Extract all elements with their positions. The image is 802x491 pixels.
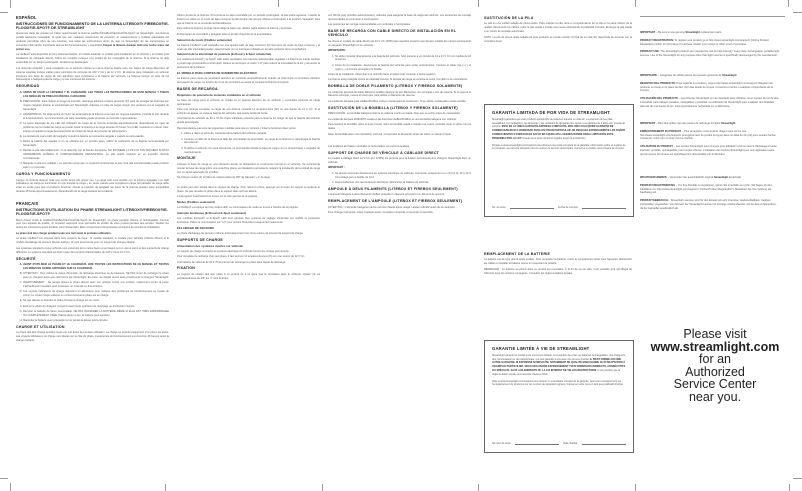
warranty-text-es: Streamlight garantiza que este producto estará libre de defectos durante su vida útil, a excepción de las pilas recargables, los cargadores, las lámparas y las unidades de lámparas que tienen una garantía de 2 años con prueba de compra. ESTA ES LA ÚNICA GARANTÍA EXPRESA O IMPLÍCITA, INCLUIDA CUALQUIER GARANTÍA DE COMERCIABILIDAD O IDONEIDAD PARA UN FIN EN PARTICULAR. SE RECHAZA EXPRESAMENTE LOS DAÑOS CONSECUENTES O ESPECIALES SALVO EN AQUELLOS LUGARES DONDE DICHA LIMITACIÓN ESTÉ PROHIBIDA POR LA LEY. Puede tener otros derechos legales según la jurisdicción.: [492, 117, 626, 140]
para-es-3: Los sistemas estándar y para instalación en el vehículo utilizan la misma linterna básica pero con bases de carga diferentes. El sistema estándar incluye cables para suministro de corriente de 120 V CA y de 12 V CC. El sistema para instalación en vehículo incorpora una base de carga de tres alambres para conectarse a la batería del vehículo. La linterna incluye un tubo de luz fluorescente o halógena para la carga y el uso continuos del sistema.: [16, 66, 169, 82]
list-item: 1. No debe conectar directamente a la batería del vehículo. Sólo conecte a un circuito de 12 a 14 V CC con fusible de 10 amperios.: [335, 55, 471, 63]
list-item: D. La cama alternada de los LED del indicador de carga de la linterna encienda alternativamente dependiendo en caso de problema con la unidad de carga se puede retirar la linterna a la carga durante 24 horas. Si el LED mantiene un mismo color, intente completar la carga desconectando la unidad de carga de la fuente de alimentación.: [23, 122, 169, 134]
column-4-fr: [484, 250, 632, 277]
subheading-vehicle: Requisitos de potencia de sistemas instalados en el vehículo: [177, 92, 262, 97]
warranty-box-es: [484, 104, 634, 217]
para-fr-3: Les systèmes standard et pour véhicule sont construits de la même façon et se basent sur un même corps et des supports de charge différents. Le système standard est fourni avec des cordons d'alimentation de 120 V CA et 12 V CC.: [16, 246, 169, 254]
para: Las posiciones de montaje recomendadas son verticales u horizontales.: [328, 23, 411, 27]
para: Recomendamos que tome las siguientes medidas para que su vehículo y linterna funcionen bien juntos:: [177, 126, 297, 130]
safety-list-fr: [16, 263, 169, 323]
para: La unidad de lámpara FIRE BOX usada en las linternas LiteBox/FireBox es una bombilla halógena con reflector.: [328, 117, 457, 121]
para: Nota: la bombilla tiene una orientación correcta. Compruebe la alineación antes de volver a colocar el lente.: [328, 132, 452, 136]
heading-replace-bulb: SUSTITUCIÓN DE LA BOMBILLA (LITEBOX Y FIREBOX SOLAMENTE): [328, 105, 458, 110]
heading-vehicle-wired: BASE DE RECARGA CON CABLE DIRECTO DE INSTALACIÓN EN EL VEHÍCULO: [328, 29, 457, 38]
warranty-box-fr: [484, 340, 634, 453]
heading-vehicle-wired-fr: SUPPORT DE CHARGE DE VÉHICULE À CÂBLAGE DIRECT: [328, 150, 440, 155]
subheading-secours-fr: ÉCLAIRAGE DE SECOURS: [177, 225, 214, 230]
crop-mark: [793, 478, 802, 479]
para: Los modelos E-Flood® y E-Spot® LED están equipados con potencia seleccionable regulada. La linterna se puede cambiar a modo bajo presionando el interruptor. Mueva el interruptor al modo "LO" para reducir la intensidad de la luz y aumentar la autonomía de la batería.: [177, 58, 320, 70]
list-item: 2. Avant d'effectuer tout raccordement électrique, débrancher la batterie du véhicule.: [335, 181, 471, 185]
heading-montaje: MONTAJE: [177, 156, 196, 161]
para: L'interrupteur marche/arrêt se trouve sur le côté gauche de la poignée.: [177, 195, 258, 199]
list-item: F. Retire la batería del aparato si no se utilizará por un periodo largo. Utilice la sustitución de la batería recomendada por Streamlight.: [23, 140, 169, 148]
para: PRECAUCIÓN: La bombilla halógena interna se calienta mucho al usarla. Deje que se enfríe antes de manipularla.: [328, 112, 461, 116]
para: Pour compléter la recharge d'un seul phare, il faut environ 14 ampères-heures (Ah) sur une source de 12 V CC.: [177, 255, 306, 259]
list-item: B. PRECAUCIÓN: Para reducir el riesgo de incendio, descarga eléctrica o lesión personal, NO trate de recargar las linternas con ningún cargador distinto al suministrado por Streamlight. Además, no trate de cargar ningún otro producto con el cargador de Streamlight.: [23, 100, 169, 112]
para: La pila es una unidad sellada de plomo-ácido. Para sustituir la pila, abra el compartimiento de la pila en la parte inferior de la unidad, desconecte los cables, retire la pila usada e instale una nueva observando la polaridad correcta. Entregue la pila usada a un centro de reciclaje autorizado.: [484, 22, 632, 34]
registration-es: REGISTRO DEL PRODUCTO: Para registrar su producto, vaya a http://www.streamlight.com/support/ (Registro del producto en línea) en el plazo de diez (10) días desde la compra. Conserve el recibo o cualquier comprobante de la compra.: [640, 81, 773, 93]
visit-line: for an: [699, 352, 731, 366]
heading-supports: SUPPORTS DE CHARGE: [177, 237, 223, 242]
important-en: IMPORTANT – Be sure to use genuine Streamlight replacement parts.: [640, 31, 723, 34]
para: Coloque la base de carga en una ubicación donde no obstaculice el movimiento normal en el vehículo. Se recomienda montar la base de carga sobre una superficie plana. La instalación permanente requiere la instalación de la unidad de carga con un ajuste adecuado de tornillos.: [177, 162, 320, 174]
para: Una batería de vehículo de 60 a 70 Ah ofrece suficiente potencia para la linterna sin riesgo de que la batería del vehículo quede descargada.: [177, 117, 320, 125]
warranty-support-fr: Allez à www.streamlight.com/support pour obtenir un exemplaire complet de la garantie, pour tout renseignement sur l'enregistrement du produit et sur les centres de réparation agréés. Conserver votre reçu en tant que justificatif d'achat.: [492, 379, 624, 387]
list-item: 2. Antes de la instalación, desconecte la batería del vehículo para evitar cortocircuitos. Conecte el cable rojo (+) y el negro (−) al circuito protegido por fusible.: [335, 64, 471, 72]
para: Para utilizar la linterna, empuje hacia abajo la base roja, deslice hacia delante la linterna y levántela.: [177, 27, 293, 31]
visit-service-center: [640, 328, 790, 403]
list-item: E. Ne pas allumer et éteindre le phare lorsque la charge est en cours.: [23, 299, 169, 303]
para: L'ampoule halogène à deux filaments LiteBox possède un filament principal et un filament de secours.: [328, 193, 445, 197]
subheading-power-failure: EL MODELO PARA CORTES DE SUMINISTRO ELÉCTRICO: [177, 71, 257, 76]
heading-bases: BASES DE RECARGA: [177, 86, 218, 91]
registration-fr: ENREGISTREMENT DU PRODUIT – Pour enregistrer votre produit, dirigez-vous vers le site http://www.streamlight.com/support/ (enregistrement du produit en ligne) dans un délai de dix (10) jours suivant l'achat. Conservez votre reçu ou toute preuve d'achat.: [640, 129, 777, 141]
date-label: Date d'achat:: [563, 442, 578, 446]
label-important: IMPORTANTE:: [328, 49, 346, 53]
list-item: C. AVERTISSEMENT : Ne jamais laisser le phare allumé avec son optique contre une surface, notamment contre la peau. L'échauffement résultant peut provoquer un incendie ou des brûlures.: [23, 281, 169, 289]
subheading-mode: Selección de modo (FireBox solamente): [177, 37, 232, 42]
intro-fr-bold: Le phare doit être chargé pendant toute une nuit avant la première utilisation.: [16, 231, 112, 235]
list-item: H. Manipuler la batterie avec précaution et ne jamais la laisser court-circuiter.: [23, 319, 169, 323]
column-1: [16, 14, 169, 345]
para: La unidad de lámpara de doble filamento LiteBox dispone de dos filamentos: uno principal y otro de reserva. Si se quema el filamento principal, mueva el interruptor para utilizar el filamento de reserva.: [328, 90, 471, 98]
subheading-modes-fr: Modes (FireBox seulement): [177, 200, 215, 205]
title-fr: INSTRUCTIONS D'UTILISATION DU PHARE STREAMLIGHT LITEBOX®/FIREBOX®/E-FLOOD®/E-SPOT®: [16, 208, 168, 217]
list-item: E. La carcasa de cuero LED del cargador cuando la batería se encuentra cargada o cuando se está usando.: [23, 135, 169, 139]
list-item: A. AVANT D'UTILISER LE PHARE ET LE CHARGEUR, LIRE TOUTES LES INSTRUCTIONS DE CE MANUEL ET TOUTES LES MISES EN GARDE APPOSÉES SUR LE CHARGEUR.: [23, 263, 169, 271]
important-de: WICHTIGER HINWEIS – Verwenden Sie ausschließlich original Streamlight Ersatzteile.: [640, 176, 742, 179]
para: REMARQUE : La batterie au plomb dans ce produit est recyclable. À la fin de sa vie utile, il est possible qu'il soit illégal de l'éliminer avec les ordures ménagères. Consulter les réglementations locales.: [484, 267, 632, 275]
product-use-fr: UTILISATION DU PRODUIT – Les torches Streamlight sont conçues pour utilisation comme source d'éclairage à haute intensité, portable, rechargeable, pour emploi robuste. L'utilisation des torches Streamlight pour une application autre qu'une source de lumière est spécifiquement déconseillée par le fabricant.: [640, 145, 777, 156]
para: Para una recarga completa, la carga de una linterna necesita 14 amperios-hora (Ah) en una fuente de 12 V CC. Si el vehículo se apaga, se carga la batería del vehículo, que puede tardar 24 horas.: [177, 108, 320, 115]
subheading-intensity: Selección de la intensidad de potencia (E-Flood y E-Spot solamente): [177, 52, 272, 57]
heading-carga: CARGA Y FUNCIONAMIENTO: [16, 172, 71, 177]
heading-battery: SUSTITUCIÓN DE LA PILA: [484, 16, 534, 20]
para: Le modèle à câblage direct 12 V CC (réf. 12050) est proposé pour la fixation permanente d'un chargeur Streamlight dans un véhicule.: [328, 156, 471, 164]
para: Pour changer l'ampoule, retirer l'optique avant, remplacer l'ampoule et remonter l'ensemble.: [328, 211, 434, 215]
heading-battery-fr: REMPLACEMENT DE LA BATTERIE: [484, 252, 551, 256]
para: Le support de charge doit être placé à un endroit où il ne gêne pas la circulation dans le véhicule. Quatre (4) vis autotaraudeuses de 3/8" sur 1" sont fournies.: [177, 272, 320, 280]
para-es-2: La LiteBox® está disponible en tres sistemas básicos: el modelo estándar, el modelo para instalación en el vehículo y el modelo para instalación de cableado directo. Todos los modelos incluyen una unidad de luz recargable de la linterna. Si la linterna se deja encendida por un tiempo prolongado, la batería se descargará.: [16, 53, 169, 65]
visit-line: near you.: [688, 389, 742, 404]
fold-mark: [165, 484, 166, 491]
para-fr-2: Le phare LiteBox® est proposé dans trois versions de base : le modèle standard, le modèle pour véhicule (Vehicle Mount) et le modèle d'éclairage de secours (Power Failure). Ils sont tous fournis avec un support de charge pratique.: [16, 237, 169, 245]
date-field[interactable]: [582, 442, 626, 445]
fold-mark: [322, 484, 323, 491]
list-item: 1. Utilice a diario el vehículo, manteniendo la batería del vehículo cargada.: [184, 132, 320, 136]
vehicle-list: [177, 132, 320, 154]
list-item: A. ANTES DE USAR LA LINTERNA Y EL CARGADOR, LEA TODAS LAS INSTRUCCIONES DE ESTE MANUAL Y TODAS LAS SEÑALES DE PRECAUCIÓN DEL CARGADOR.: [23, 91, 169, 99]
para: Les positions de fixation verticales et horizontales sont recommandées.: [328, 144, 410, 148]
list-item: B. ATTENTION : Pour réduire le risque d'incendie, de décharge électrique ou de blessure, NE PAS tenter de recharger le phare avec un chargeur autre que celui fourni par Streamlight. En outre, ne charger aucun autre produit avec le chargeur Streamlight.: [23, 272, 169, 280]
para: Ahorre la pila de la linterna. Si la linterna se deja encendida por un periodo prolongado, la pila podrá agotarse. Cuando la linterna se utilice en el modo de bajo consumo la pila durará más tiempo. Mueva el interruptor a la posición "apagado" para que la linterna no se encienda accidentalmente.: [177, 14, 320, 25]
column-2: [177, 14, 320, 282]
heading-espanol: ESPAÑOL: [16, 15, 37, 20]
heading-seguridad: SEGURIDAD: [16, 84, 40, 89]
list-item: F. Enlever le phare du chargeur (support) avant toute opération de nettoyage ou d'entretien courant.: [23, 305, 169, 309]
para: Les modèles E-Flood® et E-Spot® LED sont équipés d'un système de réglage d'intensité qui modifie la puissance lumineuse. Placer le commutateur sur "LO" pour réduire l'intensité et augmenter l'autonomie.: [177, 217, 320, 224]
para: Une batterie de véhicule de 60 à 70 Ah permet de recharger le phare sans risque de décharge.: [177, 260, 286, 264]
fold-mark: [165, 0, 166, 7]
registration-en: PRODUCT REGISTRATION: To register your product go to http://www.streamlight.com/support/ (Online Product Registration) within ten (10) days of purchase. Retain your receipt or other proof of purchase.: [640, 38, 769, 46]
fold-mark: [788, 0, 789, 7]
para: La batterie est de type plomb-acide scellée. Pour remplacer la batterie, ouvrir le compartiment situé sous l'appareil, débrancher les câbles et installer la batterie neuve en respectant la polarité.: [484, 258, 632, 266]
notice-de: [640, 176, 780, 215]
fold-mark: [10, 483, 11, 491]
para-charge: Le phare doit être chargé pendant toute une nuit avant la première utilisation. La charge se produit uniquement si le phare est éteint. Les voyants indicateurs de charge sont placés sur le côté du phare. L'autonomie de fonctionnement est d'environ 28 heures selon la charge restante.: [16, 331, 169, 343]
warranty-title-es: GARANTÍA LIMITADA DE POR VIDA DE STREAMLIGHT: [492, 110, 611, 115]
list-item: 3. Si utiliza el vehículo con poca frecuencia, se recomienda instalar la base de carga con un temporizador o cargador de mantenimiento.: [184, 147, 320, 155]
product-use-en: PRODUCT USE: The Streamlight products are intended for use as high intensity, heavy duty, rechargeable, portable light sources. Use of the Streamlight for any purpose other than light sources is specifically discouraged by the manufacturer.: [640, 50, 780, 58]
heading-bulb: BOMBILLA DE DOBLE FILAMENTO (LITEBOX Y FIREBOX SOLAMENTE): [328, 84, 463, 89]
para: La base de carga para el vehículo se instala en el sistema eléctrico de un vehículo y suministra potencia de carga permanente.: [177, 98, 320, 106]
wired-list: [328, 55, 471, 72]
crop-mark: [10, 0, 11, 8]
notice-fr: [640, 122, 780, 161]
heading-replace-bulb-fr: REMPLACEMENT DE L'AMPOULE (LITEBOX ET FIREBOX SEULEMENT): [328, 199, 463, 204]
notice-en: [640, 31, 780, 62]
safety-list-es: [16, 91, 169, 170]
fold-mark: [478, 484, 479, 491]
date-label: Fecha de compra:: [558, 206, 579, 210]
heading-fixation: FIXATION: [177, 266, 196, 271]
para: Le support de charge connecté au système électrique du véhicule fournit une charge permanente.: [177, 249, 290, 253]
visit-line: Please visit: [683, 327, 747, 341]
para: Le phare peut être stocké dans le support de charge. Pour retirer le phare, appuyer sur le levier du support et soulever le phare. Ne pas remettre le phare dans le support alors qu'il est allumé.: [177, 186, 320, 193]
column-3: [328, 14, 471, 217]
notice-es: [640, 74, 780, 113]
intro-fr: Merci d'avoir choisi le LiteBox®/FireBox®/E-Flood®/E-Spot® de Streamlight, un phare portable robuste et rechargeable. Comme pour tout appareil de qualité, un entretien approprié vous permettra de profiter de votre produit pendant des années. Veuillez lire toutes les instructions avant d'utiliser votre Streamlight. Elles comprennent d'importantes consignes de sécurité et d'utilisation.: [16, 218, 169, 230]
serial-field[interactable]: [510, 206, 554, 209]
label-important-fr: IMPORTANT :: [328, 166, 345, 170]
heading-francais: FRANÇAIS: [16, 201, 39, 207]
para: La unidad de lámpara para LiteBox/FireBox incluye una lámpara de sustitución. Si se utiliza, sustitúyala lo antes posible.: [328, 99, 467, 103]
fold-mark: [635, 0, 636, 7]
product-use-de: PRODUKTGEBRAUCH – Streamlight-Lampen sind für den Einsatz als sehr intensive, wiederaufladbare, tragbare Lichtquellen vorgesehen. Vom Einsatz der Streamlight-Lampen für sonstige andere Zwecke, als die des Lichtspenders, rät der Hersteller ausdrücklich ab.: [640, 199, 777, 210]
list-item: 2. Conecte el cable de la linterna al lado del conmutador de encendido. La carga de la linterna no descargará la batería del vehículo.: [184, 138, 320, 146]
warranty-support-es: Diríjase a www.streamlight.com/support para obtener una copia completa de la garantía, información sobre el registro de su producto, así como la ubicación de los centros de servicio autorizados. Conserve su recibo como prueba de compra.: [492, 143, 626, 151]
visit-line: Authorized: [685, 364, 745, 379]
para: NOTA: La pila de plomo ácido sellada de este producto se puede reciclar. Al final de su vida útil, deséchela de acuerdo con la normativa local.: [484, 35, 632, 43]
fold-mark: [789, 484, 790, 491]
heading-charge: CHARGE ET UTILISATION: [16, 324, 65, 329]
crop-mark: [793, 12, 802, 13]
para: con 3/8 de pulg (tornillos autoroscantes); utilícelos para asegurar la base de carga del vehículo. Los accesorios de montaje recomendados se enumeran a continuación.: [328, 14, 471, 21]
para: La linterna está protegida contra la polaridad inversa. Si la base de carga se conecta al revés, los LED no se encenderán.: [328, 78, 468, 82]
visit-line: Service Center: [673, 377, 757, 391]
para: Le FireBox® est équipé de trois modes LED. Le commutateur de mode se trouve à l'arrière de la poignée.: [177, 206, 299, 210]
warranty-text-fr: Streamlight garantit ce produit à vie contre les défauts, à l'exception des piles ou batteries rechargeables, des chargeurs, des commutateurs et de l'électronique, qui sont garantis 2 ans avec une preuve d'achat. IL N'EST DONNÉ AUCUNE AUTRE GARANTIE, NI EXPRESSE NI IMPLICITE, NOTAMMENT DE QUALITÉ MARCHANDE OU D'ADAPTATION À UN EMPLOI PARTICULIER. NOUS DÉCLINONS EXPRESSÉMENT TOUS DOMMAGES INDIRECTS, CONSÉCUTIFS OU SPÉCIAUX, SAUF AUX ENDROITS OÙ LA LOI INTERDIT DE TELLES RESTRICTIONS. Il est possible que la réglementation locale vous accorde d'autres droits.: [492, 353, 626, 376]
list-item: H. Manipule la pila con cuidado y no permita nunca que un producto cortocircuite la pila. Una pila cortocircuitada puede producir calor o un incendio.: [23, 162, 169, 170]
serial-label: No. de serie:: [492, 206, 507, 210]
registration-de: PRODUKT-REGISTRIERUNG – Um Ihre Produkt zu registrieren, gehen Sie innerhalb von zehn (10) Tagen ab dem Kaufdatum zu http://www.streamlight.com/support/ ("Online Product Registration"). Bewahren Sie Ihre Quittung als Kaufbeleg auf.: [640, 183, 773, 195]
para: Le phare d'éclairage de secours s'allume automatiquement lors d'une panne de courant du support de charge.: [177, 231, 304, 235]
subheading-intensite-fr: Intensité lumineuse (E-Flood et E-Spot seulement): [177, 211, 247, 216]
list-item: G. Recycler la batterie de façon responsable. NE PAS INCINÉRER LA BATTERIE MÊME SI ELLE EST TRÈS ENDOMMAGÉE OU COMPLÈTEMENT USÉE. Placée dans un feu, la batterie peut exploser.: [23, 310, 169, 318]
para: ATTENTION : L'ampoule halogène interne est très chaude après usage. Laisser refroidir avant de la manipuler.: [328, 205, 456, 209]
fold-mark: [635, 484, 636, 491]
product-use-es: UTILIZACIÓN DEL PRODUCTO – Las linternas Streamlight se han diseñado para utilizarse como fuentes de luz de alta intensidad, para trabajos pesados, recargables y portátiles. La utilización de Streamlight para cualquier otra finalidad, además de una fuente de luz, está especialmente rechazada por el fabricante.: [640, 97, 779, 108]
important-fr: IMPORTANT – Bien faut utiliser que des pièces de rechange d'origine Streamlight: [640, 122, 736, 125]
top-rule: [640, 16, 785, 17]
subheading-alimentation: Alimentation des systèmes montés sur véhicule: [177, 243, 244, 248]
list-item: G. Recicle la pila adecuadamente, no la deseche con la basura doméstica. NO INCINERE LA PILA NI TAN SIQUIERA SI ESTÁ GRAVEMENTE DAÑADA O COMPLETAMENTE DESGASTADA. La pila puede explotar en un incendio. Recicle correctamente.: [23, 149, 169, 161]
para: Antes de la instalación, determine si el vehículo tiene el sistema de conexión a tierra negativo.: [328, 72, 437, 76]
list-item: 1. Ne jamais connecter directement au système électrique du véhicule. Connecter uniquement à un circuit de 12 à 14 V CC protégé par un fusible de 10 A.: [335, 172, 471, 180]
para: El interruptor de encendido y apagado está en el lado izquierdo de la empuñadura.: [177, 32, 273, 36]
para: La linterna FireBox® está equipada con tres ajustes LED de bajo consumo. El interruptor de modo de bajo consumo y el modo de alta intensidad pueden seleccionarse con el interruptor ubicado en la parte posterior de la empuñadura.: [177, 43, 320, 51]
list-item: D. Les voyants indicateurs de charge clignotent en alternance pour indiquer des problèmes de fonctionnement au niveau du circuit. Le voyant rouge s'allume en continu lorsque le phare est en charge.: [23, 290, 169, 298]
heading-securite: SÉCURITÉ: [16, 256, 36, 261]
para-carga: Cargue su linterna durante toda una noche antes del primer uso. La carga sólo será posible con la linterna apagada. Los LED indicadores de carga se iluminarán en rojo durante la carga y en verde cuando esté completa la carga. El indicador de carga debe estar en verde para que el producto funcione. Desde la posición de apagado las luces de la linterna pueden estar encendidas durante 28 horas aproximadamente, dependiendo de la carga restante de la batería.: [16, 178, 169, 194]
website-link[interactable]: www.streamlight.com: [650, 339, 780, 354]
para: Para sustituir la bombilla, retire el lente frontal, retire la bombilla usada e instale una nueva, evitando tocar el vidrio con los dedos.: [328, 123, 471, 131]
para: Se incluyen cuatro (4) tornillos de cabeza plana de 3/8" de diámetro y 1" de largo.: [177, 176, 271, 180]
warranty-signature-fr: [492, 442, 626, 446]
fold-mark: [478, 0, 479, 7]
para: La linterna para cortes de suministro eléctrico se enciende automáticamente cuando se interrumpe el suministro eléctrico del soporte de carga. La función de corte de suministro se activa al conectar la linterna al soporte.: [177, 76, 320, 84]
important-es: IMPORTANTE – Asegúrese de utilizar piezas de repuesto genuinas de Streamlight: [640, 74, 737, 77]
title-es: INSTRUCCIONES DE FUNCIONAMIENTO DE LA LINTERNA LITEBOX®/ FIREBOX®/E-FLOOD®/E-SPOT® DE STREAMLIGHT: [16, 21, 169, 31]
wired-list-fr: [328, 172, 471, 185]
serial-label: Numéro de série:: [492, 442, 512, 446]
serial-field[interactable]: [515, 442, 559, 445]
intro-es: Queremos darle las gracias por haber seleccionado la linterna LiteBox®/FireBox®/E-Flood®/E-Spot® de Streamlight, una linterna portátil resistente recargable. Al igual que con cualquier instrumento de precisión, el mantenimiento y cuidado adecuados del producto permitirán años de uso continuo. Lea todas las instrucciones antes de usar su Streamlight. En las instrucciones se encuentra información importante acerca del funcionamiento y seguridad. Cargue la linterna durante toda una noche antes del primer uso.: [16, 32, 169, 51]
warranty-title-fr: GARANTIE LIMITÉE À VIE DE STREAMLIGHT: [492, 346, 590, 351]
warranty-signature-es: [492, 206, 626, 210]
list-item: C. ADVERTENCIA: No dirija nunca por la luz de la lámpara de la linterna a los ojos sin ninguna superficie, incluida la piel, durante el funcionamiento. La concentración de calor resultante puede provocar un incendio o quemaduras.: [23, 113, 169, 121]
para: Se ofrece el modelo de cable directo de 12 V CC 12050 para aquellos usuarios que deseen instalar de manera permanente un cargador Streamlight en su vehículo.: [328, 39, 471, 47]
heading-bulb-fr: AMPOULE À DEUX FILAMENTS (LITEBOX ET FIREBOX SEULEMENT): [328, 186, 458, 191]
crop-mark: [0, 12, 8, 13]
date-field[interactable]: [582, 206, 626, 209]
column-4: [484, 14, 632, 45]
fold-mark: [278, 0, 279, 7]
crop-mark: [0, 478, 8, 479]
